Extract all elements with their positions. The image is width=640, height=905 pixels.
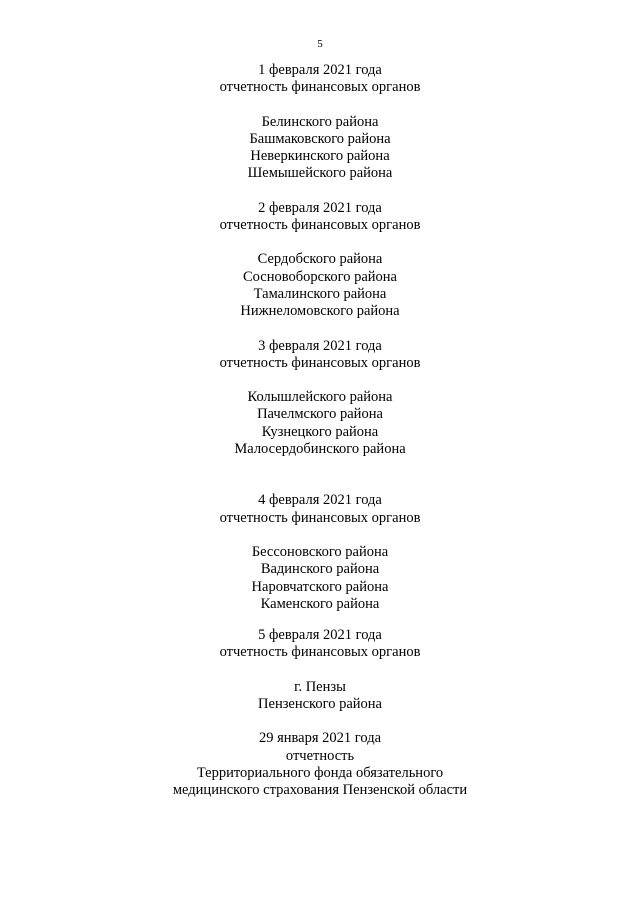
schedule-section [0,730,640,765]
district-item: г. Пензы [294,678,346,695]
district-item: Тамалинского района [253,285,387,302]
organization-line: медицинского страхования Пензенской области [172,782,468,799]
section-date: 5 февраля 2021 года [258,627,382,644]
organization-line: Территориального фонда обязательного [196,764,444,781]
district-item: Сердобского района [257,251,383,268]
district-item: Кузнецкого района [261,423,379,440]
schedule-section [0,200,640,235]
district-item: Колышлейского района [247,389,393,406]
section-subject: отчетность финансовых органов [219,217,421,234]
schedule-section [0,492,640,527]
district-item: Пензенского района [258,696,382,713]
section-subject: отчетность финансовых органов [219,644,421,661]
schedule-content [0,62,640,800]
district-list [0,679,640,714]
district-list [0,389,640,458]
district-item: Сосновоборского района [243,268,397,285]
district-item: Нижнеломовского района [240,303,400,320]
schedule-section [0,338,640,373]
section-subject: отчетность [285,747,355,764]
section-date: 3 февраля 2021 года [258,337,382,354]
district-list [0,544,640,613]
district-item: Бессоновского района [251,543,389,560]
schedule-section [0,627,640,662]
section-subject: отчетность финансовых органов [219,509,421,526]
organization-name [0,765,640,800]
district-item: Малосердобинского района [234,441,406,458]
section-date: 1 февраля 2021 года [258,62,382,78]
section-subject: отчетность финансовых органов [219,354,421,371]
section-subject: отчетность финансовых органов [219,79,421,96]
page-number: 5 [317,38,323,50]
district-item: Пачелмского района [257,406,383,423]
section-date: 29 января 2021 года [258,730,382,747]
district-item: Вадинского района [260,561,380,578]
district-item: Наровчатского района [251,578,389,595]
district-item: Неверкинского района [250,148,390,165]
schedule-section [0,62,640,97]
district-item: Каменского района [260,595,380,612]
section-date: 4 февраля 2021 года [258,492,382,509]
district-list [0,251,640,320]
district-item: Башмаковского района [249,130,391,147]
section-date: 2 февраля 2021 года [258,199,382,216]
district-list [0,114,640,183]
district-item: Шемышейского района [247,165,393,182]
district-item: Белинского района [261,113,379,130]
